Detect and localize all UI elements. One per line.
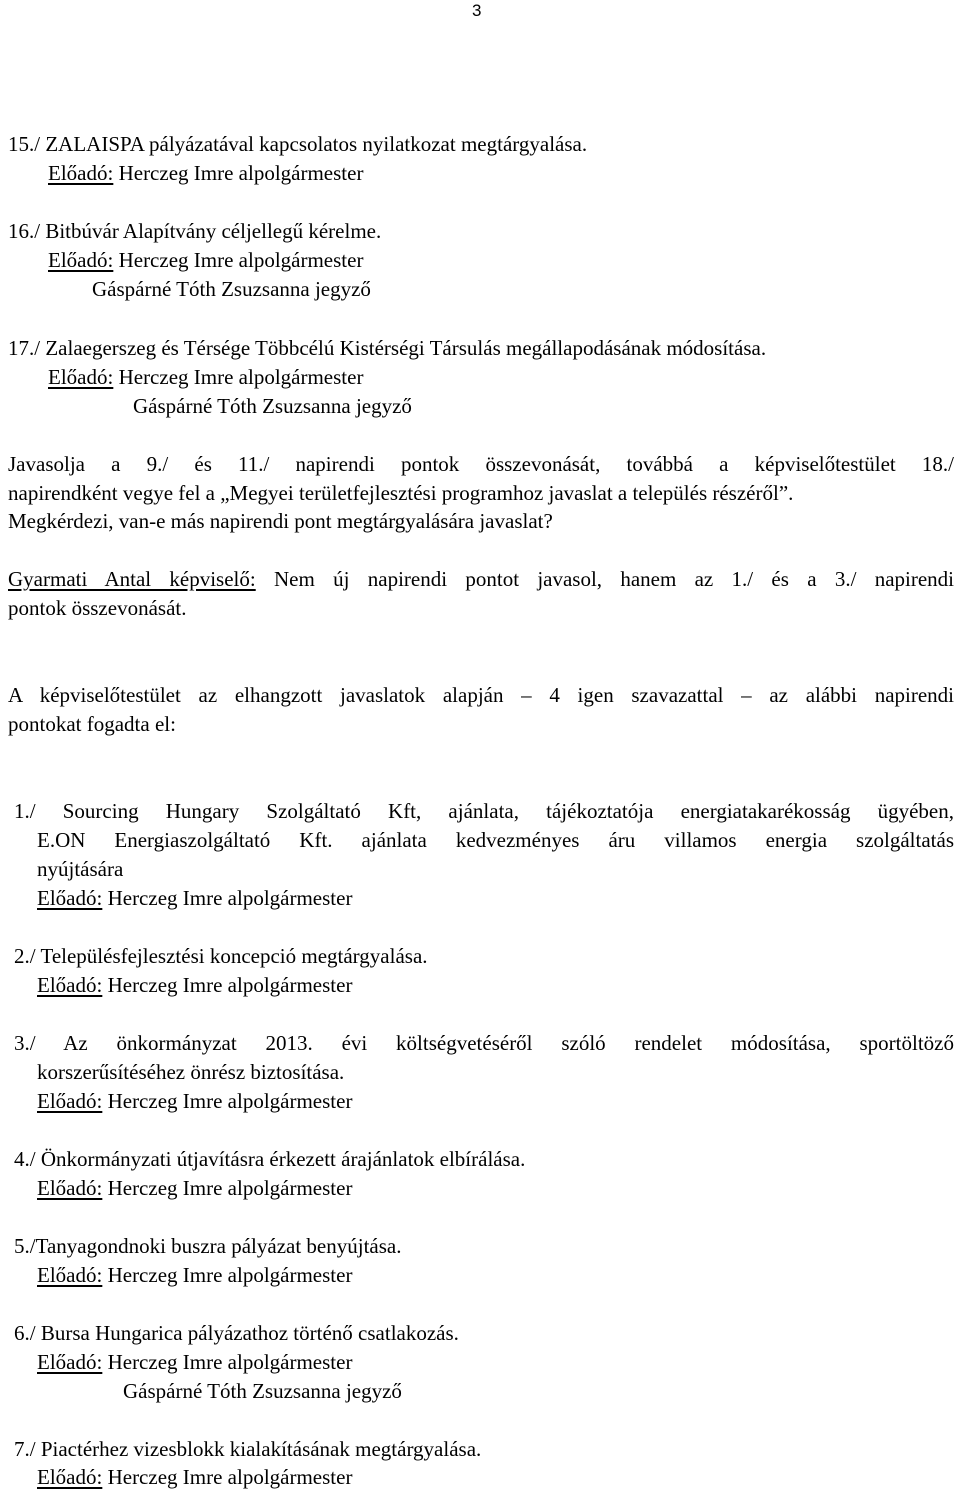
item-title: 4./ Önkormányzati útjavításra érkezett árajánlatok elbírálása.: [14, 1147, 526, 1171]
item-title: 3./ Az önkormányzat 2013. évi költségvetéséről szóló rendelet módosítása, sportöltöző: [14, 1031, 954, 1055]
presenter-name: Herczeg Imre alpolgármester: [118, 248, 364, 272]
presenter-line: [37, 973, 352, 997]
speaker-name: Gyarmati Antal képviselő:: [8, 567, 256, 591]
presenter-name: Herczeg Imre alpolgármester: [107, 1263, 353, 1287]
paragraph-line: [8, 567, 954, 591]
paragraph-line: pontokat fogadta el:: [8, 712, 176, 736]
item-title: E.ON Energiaszolgáltató Kft. ajánlata kedvezményes áru villamos energia szolgáltatás: [37, 828, 954, 852]
item-title: 16./ Bitbúvár Alapítvány céljellegű kérelme.: [8, 219, 382, 243]
item-title: 6./ Bursa Hungarica pályázathoz történő csatlakozás.: [14, 1321, 459, 1345]
presenter-label: Előadó:: [48, 248, 114, 272]
presenter-line: [48, 365, 363, 389]
presenter-name-2: Gáspárné Tóth Zsuzsanna jegyző: [133, 394, 412, 418]
presenter-label: Előadó:: [37, 1089, 103, 1113]
presenter-name: Herczeg Imre alpolgármester: [118, 161, 364, 185]
item-title: 1./ Sourcing Hungary Szolgáltató Kft, ajánlata, tájékoztatója energiatakarékosság ügyében,: [14, 799, 954, 823]
presenter-label: Előadó:: [37, 886, 103, 910]
paragraph-line: napirendként vegye fel a „Megyei területfejlesztési programhoz javaslat a település részéről”.: [8, 481, 794, 505]
presenter-name: Herczeg Imre alpolgármester: [107, 973, 353, 997]
presenter-line: [48, 161, 363, 185]
paragraph-line: Javasolja a 9./ és 11./ napirendi pontok összevonását, továbbá a képviselőtestület 18./: [8, 452, 954, 476]
presenter-name-2: Gáspárné Tóth Zsuzsanna jegyző: [123, 1379, 402, 1403]
paragraph-line: pontok összevonását.: [8, 596, 187, 620]
presenter-name: Herczeg Imre alpolgármester: [107, 1465, 353, 1489]
presenter-label: Előadó:: [48, 161, 114, 185]
presenter-label: Előadó:: [37, 1350, 103, 1374]
paragraph-line: Megkérdezi, van-e más napirendi pont megtárgyalására javaslat?: [8, 509, 553, 533]
paragraph-line: A képviselőtestület az elhangzott javaslatok alapján – 4 igen szavazattal – az alábbi napirendi: [8, 683, 954, 707]
presenter-line: [48, 248, 363, 272]
presenter-line: [37, 1350, 352, 1374]
item-title: korszerűsítéséhez önrész biztosítása.: [37, 1060, 345, 1084]
presenter-label: Előadó:: [48, 365, 114, 389]
presenter-label: Előadó:: [37, 973, 103, 997]
item-title: 2./ Településfejlesztési koncepció megtárgyalása.: [14, 944, 428, 968]
item-title: 5./Tanyagondnoki buszra pályázat benyújtása.: [14, 1234, 402, 1258]
presenter-line: [37, 1263, 352, 1287]
item-title: nyújtására: [37, 857, 124, 881]
presenter-name-2: Gáspárné Tóth Zsuzsanna jegyző: [92, 277, 371, 301]
page-number: 3: [472, 1, 482, 20]
presenter-name: Herczeg Imre alpolgármester: [107, 1350, 353, 1374]
presenter-label: Előadó:: [37, 1263, 103, 1287]
presenter-line: [37, 886, 352, 910]
presenter-label: Előadó:: [37, 1465, 103, 1489]
presenter-line: [37, 1176, 352, 1200]
presenter-label: Előadó:: [37, 1176, 103, 1200]
item-title: 7./ Piactérhez vizesblokk kialakításának megtárgyalása.: [14, 1437, 482, 1461]
presenter-line: [37, 1465, 352, 1489]
speaker-text: Nem új napirendi pontot javasol, hanem az 1./ és a 3./ napirendi: [274, 567, 955, 591]
item-title: 17./ Zalaegerszeg és Térsége Többcélú Kistérségi Társulás megállapodásának módosítása.: [8, 336, 767, 360]
presenter-line: [37, 1089, 352, 1113]
item-title: 15./ ZALAISPA pályázatával kapcsolatos nyilatkozat megtárgyalása.: [8, 132, 588, 156]
presenter-name: Herczeg Imre alpolgármester: [107, 1089, 353, 1113]
presenter-name: Herczeg Imre alpolgármester: [107, 886, 353, 910]
presenter-name: Herczeg Imre alpolgármester: [107, 1176, 353, 1200]
presenter-name: Herczeg Imre alpolgármester: [118, 365, 364, 389]
